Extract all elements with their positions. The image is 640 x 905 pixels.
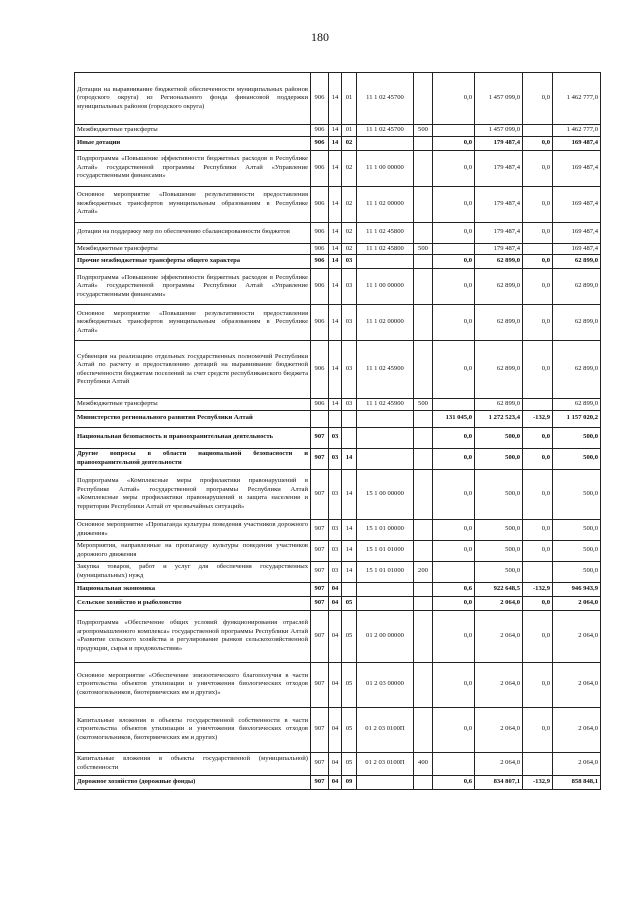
amount-b-cell: 500,0 <box>475 561 523 582</box>
amount-a-cell <box>433 561 475 582</box>
gr-code-cell: 906 <box>311 186 329 222</box>
pr-code-cell: 01 <box>342 125 357 137</box>
row-name-cell: Дотации на поддержку мер по обеспечению сбалансированности бюджетов <box>75 222 311 243</box>
amount-b-cell: 2 064,0 <box>475 596 523 610</box>
pr-code-cell: 03 <box>342 341 357 399</box>
rz-code-cell: 14 <box>329 399 342 411</box>
vr-code-cell <box>414 707 433 752</box>
amount-c-cell <box>523 125 553 137</box>
amount-d-cell: 169 487,4 <box>553 243 601 255</box>
amount-c-cell: 0,0 <box>523 610 553 662</box>
amount-d-cell: 500,0 <box>553 448 601 469</box>
pr-code-cell: 05 <box>342 662 357 707</box>
table-row <box>75 561 601 582</box>
vr-code-cell: 500 <box>414 243 433 255</box>
pr-code-cell: 05 <box>342 596 357 610</box>
amount-d-cell: 2 064,0 <box>553 707 601 752</box>
pr-code-cell: 05 <box>342 610 357 662</box>
amount-d-cell: 500,0 <box>553 469 601 519</box>
vr-code-cell: 500 <box>414 125 433 137</box>
rz-code-cell: 03 <box>329 469 342 519</box>
amount-a-cell: 0,6 <box>433 582 475 596</box>
amount-d-cell: 1 157 020,2 <box>553 410 601 427</box>
amount-a-cell: 0,0 <box>433 540 475 561</box>
row-name-cell: Дотации на выравнивание бюджетной обеспеченности муниципальных районов (городского округа) из Регионального фонда финансовой поддержки муниципальных районов (городского округа) <box>75 73 311 125</box>
csr-code-cell <box>357 596 414 610</box>
rz-code-cell: 04 <box>329 610 342 662</box>
csr-code-cell: 11 1 00 00000 <box>357 269 414 305</box>
amount-b-cell: 179 487,4 <box>475 222 523 243</box>
amount-d-cell: 169 487,4 <box>553 222 601 243</box>
vr-code-cell <box>414 136 433 150</box>
row-name-cell: Основное мероприятие «Повышение результативности предоставления межбюджетных трансфертов муниципальным образованиям в Республике Алтай» <box>75 305 311 341</box>
gr-code-cell: 906 <box>311 269 329 305</box>
table-row <box>75 222 601 243</box>
rz-code-cell: 03 <box>329 540 342 561</box>
gr-code-cell: 907 <box>311 469 329 519</box>
table-row <box>75 399 601 411</box>
vr-code-cell <box>414 305 433 341</box>
amount-c-cell: 0,0 <box>523 186 553 222</box>
row-name-cell: Субвенция на реализацию отдельных государственных полномочий Республики Алтай по расчету и предоставлению дотаций на выравнивание бюджетной обеспеченности бюджетам поселений за счет средств республиканского бюджета Республики Алтай <box>75 341 311 399</box>
amount-c-cell: 0,0 <box>523 662 553 707</box>
amount-c-cell: 0,0 <box>523 269 553 305</box>
amount-a-cell: 0,0 <box>433 469 475 519</box>
table-row <box>75 775 601 789</box>
csr-code-cell <box>357 136 414 150</box>
rz-code-cell: 14 <box>329 125 342 137</box>
pr-code-cell: 02 <box>342 186 357 222</box>
row-name-cell: Основное мероприятие «Обеспечение эпизоотического благополучия в части строительства объектов утилизации и уничтожения биологических отходов (скотомогильников, биотермических ям и других)» <box>75 662 311 707</box>
pr-code-cell: 14 <box>342 540 357 561</box>
amount-d-cell: 169 487,4 <box>553 186 601 222</box>
vr-code-cell <box>414 410 433 427</box>
table-row <box>75 540 601 561</box>
amount-c-cell: 0,0 <box>523 448 553 469</box>
pr-code-cell <box>342 427 357 448</box>
csr-code-cell: 11 1 02 45900 <box>357 341 414 399</box>
row-name-cell: Межбюджетные трансферты <box>75 243 311 255</box>
row-name-cell: Основное мероприятие «Повышение результативности предоставления межбюджетных трансфертов муниципальным образованиям в Республике Алтай» <box>75 186 311 222</box>
amount-c-cell <box>523 561 553 582</box>
vr-code-cell <box>414 341 433 399</box>
pr-code-cell: 14 <box>342 448 357 469</box>
amount-b-cell: 500,0 <box>475 469 523 519</box>
table-row <box>75 752 601 775</box>
csr-code-cell: 01 2 03 0100П <box>357 752 414 775</box>
gr-code-cell: 907 <box>311 610 329 662</box>
table-row <box>75 610 601 662</box>
vr-code-cell <box>414 582 433 596</box>
amount-b-cell: 922 648,5 <box>475 582 523 596</box>
vr-code-cell <box>414 269 433 305</box>
row-name-cell: Межбюджетные трансферты <box>75 399 311 411</box>
row-name-cell: Другие вопросы в области национальной безопасности и правоохранительной деятельности <box>75 448 311 469</box>
amount-b-cell: 1 457 099,0 <box>475 73 523 125</box>
rz-code-cell: 14 <box>329 269 342 305</box>
vr-code-cell <box>414 150 433 186</box>
amount-c-cell <box>523 752 553 775</box>
amount-b-cell: 2 064,0 <box>475 752 523 775</box>
amount-d-cell: 2 064,0 <box>553 596 601 610</box>
vr-code-cell: 500 <box>414 399 433 411</box>
rz-code-cell: 04 <box>329 596 342 610</box>
amount-a-cell: 0,0 <box>433 136 475 150</box>
amount-d-cell: 62 899,0 <box>553 341 601 399</box>
row-name-cell: Прочие межбюджетные трансферты общего характера <box>75 255 311 269</box>
vr-code-cell <box>414 427 433 448</box>
amount-d-cell: 62 899,0 <box>553 255 601 269</box>
amount-a-cell: 0,0 <box>433 222 475 243</box>
amount-b-cell: 62 899,0 <box>475 399 523 411</box>
amount-a-cell: 0,0 <box>433 255 475 269</box>
csr-code-cell: 15 1 00 00000 <box>357 469 414 519</box>
table-row <box>75 662 601 707</box>
amount-b-cell: 179 487,4 <box>475 186 523 222</box>
gr-code-cell: 906 <box>311 150 329 186</box>
amount-c-cell: 0,0 <box>523 305 553 341</box>
amount-b-cell: 179 487,4 <box>475 150 523 186</box>
table-row <box>75 125 601 137</box>
rz-code-cell: 14 <box>329 136 342 150</box>
table-row <box>75 150 601 186</box>
budget-table-body <box>75 73 601 790</box>
amount-d-cell: 1 462 777,0 <box>553 125 601 137</box>
amount-a-cell: 0,0 <box>433 186 475 222</box>
pr-code-cell: 05 <box>342 752 357 775</box>
amount-a-cell: 0,0 <box>433 427 475 448</box>
amount-c-cell: 0,0 <box>523 519 553 540</box>
amount-b-cell: 500,0 <box>475 540 523 561</box>
amount-d-cell: 62 899,0 <box>553 269 601 305</box>
amount-d-cell: 2 064,0 <box>553 610 601 662</box>
gr-code-cell: 907 <box>311 662 329 707</box>
csr-code-cell <box>357 410 414 427</box>
gr-code-cell: 906 <box>311 243 329 255</box>
pr-code-cell: 14 <box>342 561 357 582</box>
csr-code-cell: 11 1 02 00000 <box>357 186 414 222</box>
csr-code-cell: 15 1 01 01000 <box>357 561 414 582</box>
amount-d-cell: 500,0 <box>553 561 601 582</box>
rz-code-cell: 04 <box>329 662 342 707</box>
amount-d-cell: 946 943,9 <box>553 582 601 596</box>
csr-code-cell: 11 1 02 45700 <box>357 125 414 137</box>
amount-a-cell <box>433 399 475 411</box>
pr-code-cell <box>342 582 357 596</box>
amount-d-cell: 62 899,0 <box>553 305 601 341</box>
amount-b-cell: 179 487,4 <box>475 136 523 150</box>
row-name-cell: Подпрограмма «Повышение эффективности бюджетных расходов в Республике Алтай» государственной программы Республики Алтай «Управление государственными финансами» <box>75 269 311 305</box>
row-name-cell: Мероприятия, направленные на пропаганду культуры поведения участников дорожного движения <box>75 540 311 561</box>
table-row <box>75 186 601 222</box>
page-number: 180 <box>311 30 329 44</box>
amount-c-cell: 0,0 <box>523 540 553 561</box>
row-name-cell: Иные дотации <box>75 136 311 150</box>
gr-code-cell: 906 <box>311 399 329 411</box>
row-name-cell: Подпрограмма «Повышение эффективности бюджетных расходов в Республике Алтай» государственной программы Республики Алтай «Управление государственными финансами» <box>75 150 311 186</box>
csr-code-cell: 11 1 02 45800 <box>357 243 414 255</box>
pr-code-cell: 02 <box>342 136 357 150</box>
row-name-cell: Национальная безопасность и правоохранительная деятельность <box>75 427 311 448</box>
amount-a-cell: 0,0 <box>433 707 475 752</box>
amount-a-cell: 0,0 <box>433 150 475 186</box>
amount-a-cell: 0,0 <box>433 305 475 341</box>
rz-code-cell: 14 <box>329 305 342 341</box>
gr-code-cell: 907 <box>311 752 329 775</box>
amount-c-cell: 0,0 <box>523 427 553 448</box>
row-name-cell: Капитальные вложения в объекты государственной собственности в части строительства объектов утилизации и уничтожения биологических отходов (скотомогильников, биотермических ям и других) <box>75 707 311 752</box>
csr-code-cell: 01 2 00 00000 <box>357 610 414 662</box>
csr-code-cell <box>357 255 414 269</box>
row-name-cell: Подпрограмма «Комплексные меры профилактики правонарушений в Республике Алтай» государственной программы Республики Алтай «Комплексные меры профилактики правонарушений и защита населения и территории Республики Алтай от чрезвычайных ситуаций» <box>75 469 311 519</box>
amount-b-cell: 62 899,0 <box>475 269 523 305</box>
vr-code-cell: 200 <box>414 561 433 582</box>
table-row <box>75 73 601 125</box>
amount-c-cell: 0,0 <box>523 222 553 243</box>
vr-code-cell: 400 <box>414 752 433 775</box>
vr-code-cell <box>414 222 433 243</box>
rz-code-cell: 14 <box>329 341 342 399</box>
amount-a-cell: 0,0 <box>433 269 475 305</box>
row-name-cell: Межбюджетные трансферты <box>75 125 311 137</box>
gr-code-cell: 907 <box>311 596 329 610</box>
table-row <box>75 582 601 596</box>
budget-table <box>74 72 601 790</box>
amount-c-cell: 0,0 <box>523 136 553 150</box>
amount-d-cell: 500,0 <box>553 519 601 540</box>
amount-c-cell: 0,0 <box>523 341 553 399</box>
gr-code-cell: 907 <box>311 519 329 540</box>
gr-code-cell: 907 <box>311 540 329 561</box>
amount-b-cell: 834 807,1 <box>475 775 523 789</box>
vr-code-cell <box>414 469 433 519</box>
gr-code-cell: 906 <box>311 125 329 137</box>
vr-code-cell <box>414 662 433 707</box>
row-name-cell: Капитальные вложения в объекты государственной (муниципальной) собственности <box>75 752 311 775</box>
amount-b-cell: 2 064,0 <box>475 662 523 707</box>
table-row <box>75 136 601 150</box>
gr-code-cell: 906 <box>311 305 329 341</box>
amount-b-cell: 500,0 <box>475 427 523 448</box>
table-row <box>75 427 601 448</box>
csr-code-cell: 11 1 02 45900 <box>357 399 414 411</box>
amount-c-cell: 0,0 <box>523 73 553 125</box>
gr-code-cell: 906 <box>311 341 329 399</box>
rz-code-cell: 14 <box>329 222 342 243</box>
amount-b-cell: 62 899,0 <box>475 341 523 399</box>
amount-a-cell: 0,0 <box>433 73 475 125</box>
gr-code-cell: 907 <box>311 427 329 448</box>
amount-a-cell <box>433 752 475 775</box>
amount-b-cell: 179 487,4 <box>475 243 523 255</box>
pr-code-cell: 14 <box>342 519 357 540</box>
amount-a-cell <box>433 243 475 255</box>
pr-code-cell: 02 <box>342 222 357 243</box>
pr-code-cell: 09 <box>342 775 357 789</box>
amount-c-cell: 0,0 <box>523 469 553 519</box>
amount-a-cell: 0,0 <box>433 519 475 540</box>
rz-code-cell: 14 <box>329 243 342 255</box>
row-name-cell: Дорожное хозяйство (дорожные фонды) <box>75 775 311 789</box>
amount-d-cell: 169 487,4 <box>553 150 601 186</box>
rz-code-cell: 03 <box>329 519 342 540</box>
rz-code-cell <box>329 410 342 427</box>
amount-c-cell <box>523 243 553 255</box>
table-row <box>75 519 601 540</box>
pr-code-cell: 03 <box>342 305 357 341</box>
pr-code-cell: 03 <box>342 399 357 411</box>
gr-code-cell: 907 <box>311 561 329 582</box>
gr-code-cell: 907 <box>311 448 329 469</box>
amount-d-cell: 500,0 <box>553 427 601 448</box>
amount-a-cell: 0,0 <box>433 610 475 662</box>
amount-a-cell: 0,0 <box>433 341 475 399</box>
vr-code-cell <box>414 519 433 540</box>
csr-code-cell: 11 1 02 45800 <box>357 222 414 243</box>
table-row <box>75 469 601 519</box>
amount-d-cell: 858 848,1 <box>553 775 601 789</box>
vr-code-cell <box>414 73 433 125</box>
pr-code-cell: 02 <box>342 243 357 255</box>
amount-d-cell: 500,0 <box>553 540 601 561</box>
row-name-cell: Министерство регионального развития Республики Алтай <box>75 410 311 427</box>
amount-c-cell: -132,9 <box>523 582 553 596</box>
amount-b-cell: 500,0 <box>475 448 523 469</box>
row-name-cell: Национальная экономика <box>75 582 311 596</box>
rz-code-cell: 03 <box>329 561 342 582</box>
amount-d-cell: 2 064,0 <box>553 662 601 707</box>
amount-a-cell: 0,6 <box>433 775 475 789</box>
amount-b-cell: 1 272 523,4 <box>475 410 523 427</box>
csr-code-cell <box>357 582 414 596</box>
table-row <box>75 448 601 469</box>
gr-code-cell: 907 <box>311 582 329 596</box>
pr-code-cell: 02 <box>342 150 357 186</box>
csr-code-cell: 11 1 00 00000 <box>357 150 414 186</box>
pr-code-cell: 05 <box>342 707 357 752</box>
csr-code-cell: 15 1 01 00000 <box>357 519 414 540</box>
amount-d-cell: 1 462 777,0 <box>553 73 601 125</box>
csr-code-cell: 15 1 01 01000 <box>357 540 414 561</box>
amount-b-cell: 500,0 <box>475 519 523 540</box>
gr-code-cell <box>311 410 329 427</box>
csr-code-cell <box>357 448 414 469</box>
rz-code-cell: 04 <box>329 707 342 752</box>
amount-c-cell: -132,9 <box>523 410 553 427</box>
amount-c-cell: 0,0 <box>523 707 553 752</box>
vr-code-cell <box>414 540 433 561</box>
rz-code-cell: 14 <box>329 73 342 125</box>
amount-a-cell: 0,0 <box>433 448 475 469</box>
rz-code-cell: 03 <box>329 448 342 469</box>
amount-c-cell: 0,0 <box>523 150 553 186</box>
rz-code-cell: 04 <box>329 752 342 775</box>
csr-code-cell <box>357 427 414 448</box>
amount-b-cell: 1 457 099,0 <box>475 125 523 137</box>
row-name-cell: Подпрограмма «Обеспечение общих условий функционирования отраслей агропромышленного комплекса» государственной программы Республики Алтай «Развитие сельского хозяйства и регулирование рынков сельскохозяйственной продукции, сырья и продовольствия» <box>75 610 311 662</box>
pr-code-cell <box>342 410 357 427</box>
gr-code-cell: 906 <box>311 136 329 150</box>
rz-code-cell: 03 <box>329 427 342 448</box>
table-row <box>75 596 601 610</box>
csr-code-cell: 01 2 03 0100П <box>357 707 414 752</box>
pr-code-cell: 14 <box>342 469 357 519</box>
pr-code-cell: 03 <box>342 269 357 305</box>
gr-code-cell: 906 <box>311 73 329 125</box>
amount-d-cell: 2 064,0 <box>553 752 601 775</box>
vr-code-cell <box>414 596 433 610</box>
vr-code-cell <box>414 448 433 469</box>
amount-d-cell: 169 487,4 <box>553 136 601 150</box>
rz-code-cell: 14 <box>329 186 342 222</box>
table-row <box>75 255 601 269</box>
gr-code-cell: 906 <box>311 222 329 243</box>
amount-a-cell: 131 045,0 <box>433 410 475 427</box>
rz-code-cell: 14 <box>329 255 342 269</box>
csr-code-cell: 01 2 03 00000 <box>357 662 414 707</box>
vr-code-cell <box>414 255 433 269</box>
table-row <box>75 341 601 399</box>
row-name-cell: Сельское хозяйство и рыболовство <box>75 596 311 610</box>
amount-c-cell: 0,0 <box>523 255 553 269</box>
table-row <box>75 243 601 255</box>
csr-code-cell: 11 1 02 45700 <box>357 73 414 125</box>
amount-c-cell: -132,9 <box>523 775 553 789</box>
table-row <box>75 410 601 427</box>
amount-c-cell <box>523 399 553 411</box>
row-name-cell: Основное мероприятие «Пропаганда культуры поведения участников дорожного движения» <box>75 519 311 540</box>
rz-code-cell: 14 <box>329 150 342 186</box>
amount-d-cell: 62 899,0 <box>553 399 601 411</box>
csr-code-cell: 11 1 02 00000 <box>357 305 414 341</box>
gr-code-cell: 907 <box>311 707 329 752</box>
table-row <box>75 305 601 341</box>
row-name-cell: Закупка товаров, работ и услуг для обеспечения государственных (муниципальных) нужд <box>75 561 311 582</box>
amount-a-cell: 0,0 <box>433 596 475 610</box>
amount-b-cell: 2 064,0 <box>475 610 523 662</box>
amount-b-cell: 62 899,0 <box>475 305 523 341</box>
table-row <box>75 707 601 752</box>
gr-code-cell: 907 <box>311 775 329 789</box>
amount-b-cell: 2 064,0 <box>475 707 523 752</box>
csr-code-cell <box>357 775 414 789</box>
amount-c-cell: 0,0 <box>523 596 553 610</box>
pr-code-cell: 03 <box>342 255 357 269</box>
amount-a-cell <box>433 125 475 137</box>
amount-b-cell: 62 899,0 <box>475 255 523 269</box>
vr-code-cell <box>414 775 433 789</box>
rz-code-cell: 04 <box>329 775 342 789</box>
gr-code-cell: 906 <box>311 255 329 269</box>
table-row <box>75 269 601 305</box>
pr-code-cell: 01 <box>342 73 357 125</box>
vr-code-cell <box>414 610 433 662</box>
amount-a-cell: 0,0 <box>433 662 475 707</box>
vr-code-cell <box>414 186 433 222</box>
rz-code-cell: 04 <box>329 582 342 596</box>
